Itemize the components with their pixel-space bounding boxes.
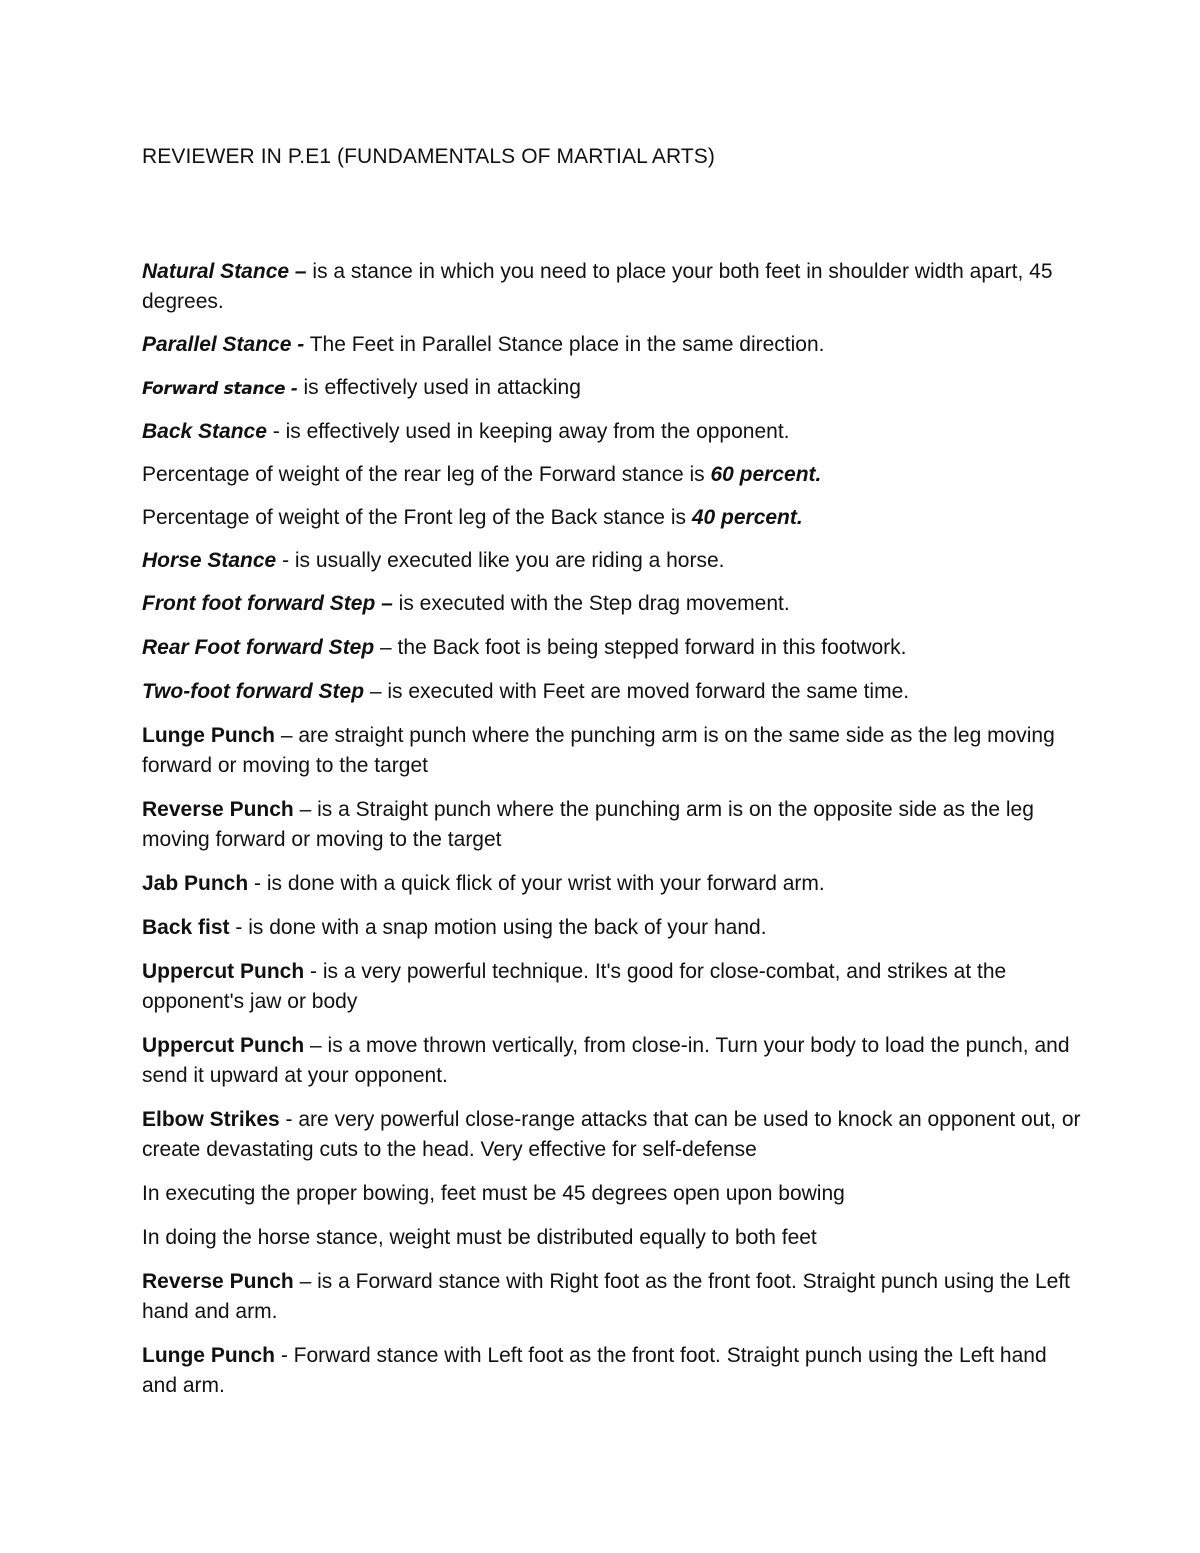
entry-text: – is a Forward stance with Right foot as the front foot. Straight punch using the Left hand and arm.: [142, 1270, 1071, 1323]
entry-text: – the Back foot is being stepped forward in this footwork.: [374, 636, 907, 659]
entry-front-foot-forward-step: [142, 589, 1082, 619]
entry-term: Parallel Stance -: [142, 333, 305, 356]
entry-emphasis: 60 percent.: [710, 463, 822, 486]
entry-text: In doing the horse stance, weight must be distributed equally to both feet: [142, 1226, 817, 1249]
entry-term: Natural Stance –: [142, 260, 307, 283]
entry-term: Horse Stance: [142, 549, 277, 572]
entry-term: Forward stance -: [142, 379, 298, 399]
entry-text: - Forward stance with Left foot as the front foot. Straight punch using the Left hand and arm.: [142, 1344, 1047, 1397]
entry-uppercut-punch-2: [142, 1031, 1082, 1091]
entry-text: - are very powerful close-range attacks that can be used to knock an opponent out, or create devastating cuts to the head. Very effective for self-defense: [142, 1108, 1081, 1161]
entry-text: – is a Straight punch where the punching arm is on the opposite side as the leg moving forward or moving to the target: [142, 798, 1034, 851]
entry-term: Lunge Punch: [142, 1344, 275, 1367]
entry-text: The Feet in Parallel Stance place in the same direction.: [304, 333, 825, 356]
entry-horse-stance-weight: [142, 1223, 1082, 1253]
entry-jab-punch: [142, 869, 1082, 899]
entry-horse-stance: [142, 546, 1082, 576]
entry-text: – is a move thrown vertically, from close-in. Turn your body to load the punch, and send it upward at your opponent.: [142, 1034, 1070, 1087]
entry-text: – are straight punch where the punching arm is on the same side as the leg moving forward or moving to the target: [142, 724, 1055, 777]
entry-term: Uppercut Punch: [142, 1034, 305, 1057]
entry-back-stance-weight: [142, 503, 1082, 533]
entry-term: Lunge Punch: [142, 724, 275, 747]
entry-text: - is effectively used in keeping away from the opponent.: [266, 420, 790, 443]
entry-term: Rear Foot forward Step: [142, 636, 375, 659]
entry-term: Reverse Punch: [142, 798, 294, 821]
entry-text: is a stance in which you need to place your both feet in shoulder width apart, 45 degrees.: [142, 260, 1053, 313]
entry-term: Reverse Punch: [142, 1270, 294, 1293]
entry-natural-stance: [142, 257, 1082, 317]
entry-text: – is executed with Feet are moved forward the same time.: [364, 680, 910, 703]
entry-term: Back fist: [142, 916, 230, 939]
document-page: [142, 140, 1082, 1415]
entry-term: Two-foot forward Step: [142, 680, 365, 703]
entry-term: Uppercut Punch: [142, 960, 305, 983]
entry-text: - is done with a snap motion using the back of your hand.: [229, 916, 767, 939]
entry-forward-stance: [142, 373, 1082, 404]
entry-back-fist: [142, 913, 1082, 943]
document-title: REVIEWER IN P.E1 (FUNDAMENTALS OF MARTIAL ARTS): [142, 145, 715, 168]
entry-text: Percentage of weight of the rear leg of the Forward stance is: [142, 463, 711, 486]
entry-text: is executed with the Step drag movement.: [392, 592, 790, 615]
entry-uppercut-punch: [142, 957, 1082, 1017]
entry-parallel-stance: [142, 330, 1082, 360]
entry-lunge-punch-2: [142, 1341, 1082, 1401]
entry-text: In executing the proper bowing, feet must be 45 degrees open upon bowing: [142, 1182, 845, 1205]
entry-back-stance: [142, 417, 1082, 447]
entry-term: Back Stance: [142, 420, 267, 443]
entry-reverse-punch-2: [142, 1267, 1082, 1327]
entry-emphasis: 40 percent.: [691, 506, 803, 529]
entry-proper-bowing: [142, 1179, 1082, 1209]
entry-text: - is usually executed like you are riding a horse.: [276, 549, 725, 572]
entry-text: Percentage of weight of the Front leg of the Back stance is: [142, 506, 692, 529]
entry-text: - is a very powerful technique. It's good for close-combat, and strikes at the opponent's jaw or body: [142, 960, 1007, 1013]
entry-reverse-punch: [142, 795, 1082, 855]
entry-two-foot-forward-step: [142, 677, 1082, 707]
entry-rear-foot-forward-step: [142, 633, 1082, 663]
entry-term: Jab Punch: [142, 872, 249, 895]
entry-term: Front foot forward Step –: [142, 592, 393, 615]
entry-forward-stance-weight: [142, 460, 1082, 490]
entry-lunge-punch: [142, 721, 1082, 781]
entry-text: - is done with a quick flick of your wrist with your forward arm.: [248, 872, 825, 895]
entry-text: is effectively used in attacking: [297, 376, 581, 399]
entry-term: Elbow Strikes: [142, 1108, 280, 1131]
entry-elbow-strikes: [142, 1105, 1082, 1165]
